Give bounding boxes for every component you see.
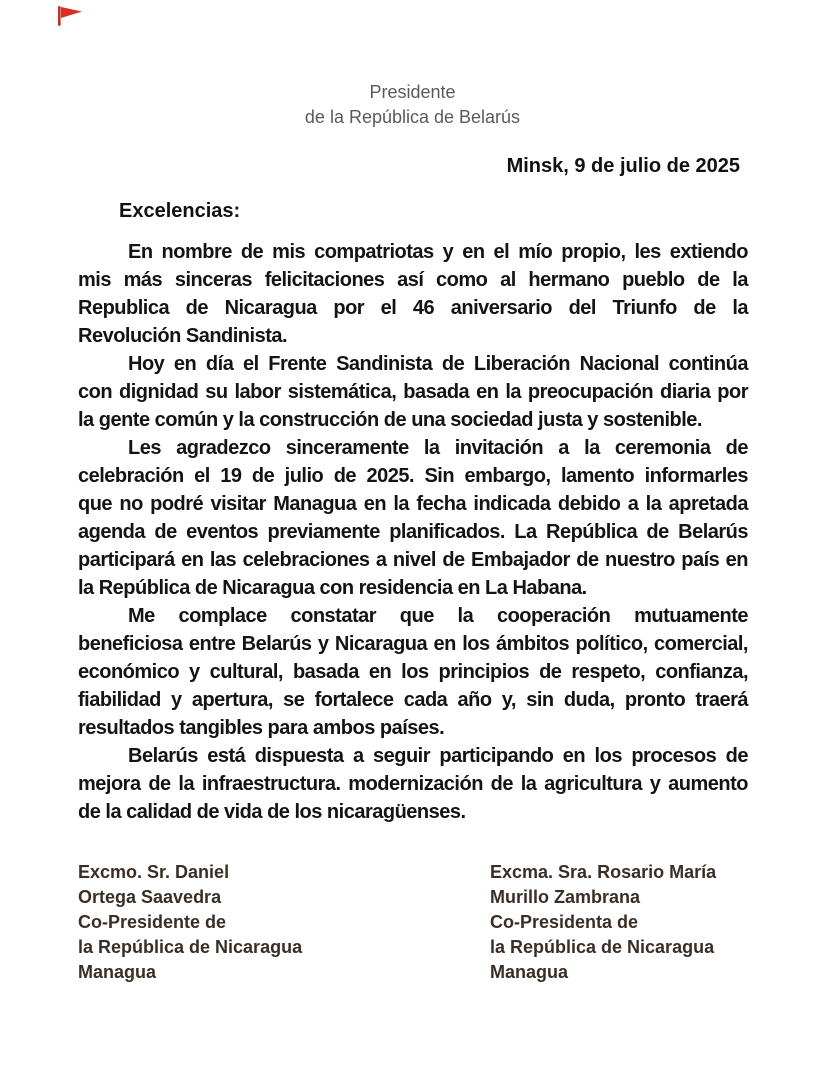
- body-line: económico y cultural, basada en los principios de respeto, confianza,: [78, 661, 748, 683]
- body-line: Belarús está dispuesta a seguir participando en los procesos de: [128, 745, 748, 767]
- signature-right: [490, 860, 748, 985]
- letterhead-title: Presidente: [369, 82, 456, 102]
- body-line: mejora de la infraestructura. modernización de la agricultura y aumento: [78, 773, 748, 795]
- letterhead-subtitle: de la República de Belarús: [304, 107, 521, 127]
- signature-line: Managua: [78, 962, 157, 982]
- letterhead: [0, 0, 825, 130]
- signature-line: Murillo Zambrana: [490, 887, 641, 907]
- body-line: En nombre de mis compatriotas y en el mío propio, les extiendo: [128, 241, 748, 263]
- body-line: participará en las celebraciones a nivel de Embajador de nuestro país en: [78, 549, 748, 571]
- red-flag-icon: [55, 5, 85, 27]
- signature-line: Managua: [490, 962, 569, 982]
- body-line: la República de Nicaragua con residencia en La Habana.: [78, 577, 587, 599]
- signature-line: Co-Presidenta de: [490, 912, 639, 932]
- letter-body: [78, 238, 748, 826]
- signature-line: Ortega Saavedra: [78, 887, 222, 907]
- signature-line: Excmo. Sr. Daniel: [78, 862, 230, 882]
- body-line: que no podré visitar Managua en la fecha indicada debido a la apretada: [78, 493, 748, 515]
- date-line: Minsk, 9 de julio de 2025: [506, 155, 740, 177]
- body-line: resultados tangibles para ambos países.: [78, 717, 445, 739]
- body-line: la gente común y la construcción de una sociedad justa y sostenible.: [78, 409, 702, 431]
- signature-line: Co-Presidente de: [78, 912, 227, 932]
- body-line: de la calidad de vida de los nicaragüenses.: [78, 801, 466, 823]
- body-line: Les agradezco sinceramente la invitación a la ceremonia de: [128, 437, 748, 459]
- body-line: Revolución Sandinista.: [78, 325, 288, 347]
- body-line: fiabilidad y apertura, se fortalece cada año y, sin duda, pronto traerá: [78, 689, 748, 711]
- body-line: Hoy en día el Frente Sandinista de Liberación Nacional continúa: [128, 353, 748, 375]
- body-line: con dignidad su labor sistemática, basada en la preocupación diaria por: [78, 381, 748, 403]
- body-line: beneficiosa entre Belarús y Nicaragua en los ámbitos político, comercial,: [78, 633, 748, 655]
- paragraph: [78, 742, 748, 826]
- body-line: celebración el 19 de julio de 2025. Sin embargo, lamento informarles: [78, 465, 748, 487]
- paragraph: [78, 238, 748, 350]
- salutation: Excelencias:: [119, 200, 241, 222]
- paragraph: [78, 602, 748, 742]
- body-line: agenda de eventos previamente planificados. La República de Belarús: [78, 521, 748, 543]
- letter-content: [78, 152, 748, 985]
- signature-line: la República de Nicaragua: [78, 937, 303, 957]
- paragraph: [78, 350, 748, 434]
- signature-line: Excma. Sra. Rosario María: [490, 862, 717, 882]
- body-line: Me complace constatar que la cooperación mutuamente: [128, 605, 748, 627]
- signature-line: la República de Nicaragua: [490, 937, 715, 957]
- body-line: Republica de Nicaragua por el 46 aniversario del Triunfo de la: [78, 297, 748, 319]
- signature-left: [78, 860, 490, 985]
- signature-blocks: [78, 860, 748, 985]
- body-line: mis más sinceras felicitaciones así como al hermano pueblo de la: [78, 269, 748, 291]
- paragraph: [78, 434, 748, 602]
